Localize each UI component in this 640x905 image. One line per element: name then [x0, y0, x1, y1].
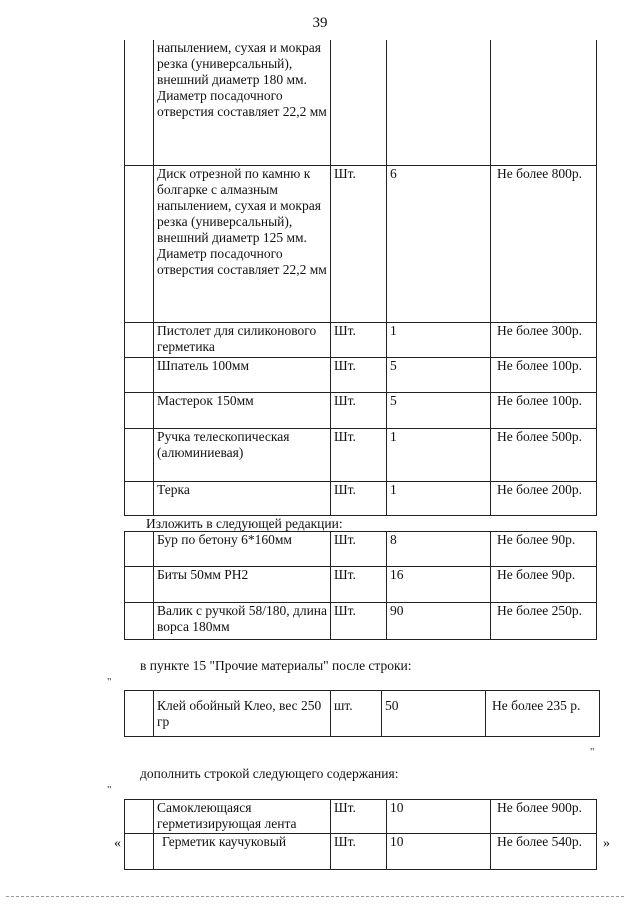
- table-row: [125, 691, 600, 737]
- item-price: [491, 40, 597, 165]
- quote-mark: ": [107, 784, 112, 796]
- item-qty: 10: [387, 800, 491, 834]
- item-price: Не более 200р.: [491, 481, 597, 515]
- item-unit: Шт.: [331, 567, 387, 603]
- item-price: Не более 90р.: [491, 567, 597, 603]
- item-unit: Шт.: [331, 532, 387, 567]
- item-unit: шт.: [331, 691, 382, 737]
- item-unit: Шт.: [331, 165, 387, 322]
- item-price: Не более 235 р.: [486, 691, 600, 737]
- quote-mark: ": [107, 676, 112, 688]
- materials-table-continued: [124, 40, 597, 516]
- table-row: [125, 357, 597, 392]
- item-price: Не более 800р.: [491, 165, 597, 322]
- item-price: Не более 250р.: [491, 603, 597, 640]
- table-row: [125, 800, 597, 834]
- item-qty: 5: [387, 392, 491, 428]
- quote-mark: ": [590, 746, 595, 758]
- table-row: [125, 428, 597, 481]
- item-qty: 16: [387, 567, 491, 603]
- item-name: Биты 50мм PH2: [154, 567, 331, 603]
- item-price: Не более 300р.: [491, 322, 597, 357]
- table-row: [125, 567, 597, 603]
- item-name: Самоклеющаяся герметизирующая лента: [154, 800, 331, 834]
- item-price: Не более 900р.: [491, 800, 597, 834]
- item-price: Не более 100р.: [491, 392, 597, 428]
- item-qty: 5: [387, 357, 491, 392]
- opening-guillemet: «: [114, 836, 121, 851]
- item-qty: 10: [387, 834, 491, 870]
- table-row: [125, 392, 597, 428]
- item-name: Ручка телескопическая (алюминиевая): [154, 428, 331, 481]
- item-qty: 1: [387, 322, 491, 357]
- item-name: Мастерок 150мм: [154, 392, 331, 428]
- item-unit: Шт.: [331, 322, 387, 357]
- item-qty: 8: [387, 532, 491, 567]
- item-qty: 6: [387, 165, 491, 322]
- instruction-text: Изложить в следующей редакции:: [146, 516, 343, 531]
- table-row: [125, 481, 597, 515]
- item-qty: 50: [382, 691, 486, 737]
- item-unit: Шт.: [331, 392, 387, 428]
- instruction-text: в пункте 15 "Прочие материалы" после строки:: [140, 658, 412, 673]
- instruction-text: дополнить строкой следующего содержания:: [140, 766, 399, 781]
- item-name: напылением, сухая и мокрая резка (универсальный), внешний диаметр 180 мм. Диаметр посадочного отверстия составляет 22,2 мм: [154, 40, 331, 165]
- page-bottom-edge: [6, 896, 624, 897]
- item-price: Не более 90р.: [491, 532, 597, 567]
- table-row: [125, 834, 597, 870]
- item-name: Шпатель 100мм: [154, 357, 331, 392]
- item-unit: Шт.: [331, 834, 387, 870]
- addition-table: [124, 799, 597, 870]
- item-qty: [387, 40, 491, 165]
- table-row: [125, 532, 597, 567]
- replacement-table: [124, 531, 597, 640]
- item-qty: 90: [387, 603, 491, 640]
- item-qty: 1: [387, 481, 491, 515]
- item-unit: Шт.: [331, 800, 387, 834]
- table-row: [125, 603, 597, 640]
- item-price: Не более 100р.: [491, 357, 597, 392]
- closing-guillemet: »: [603, 836, 610, 851]
- item-price: Не более 540р.: [491, 834, 597, 870]
- table-row: [125, 165, 597, 322]
- item-name: Клей обойный Клео, вес 250 гр: [154, 691, 331, 737]
- table-row: [125, 40, 597, 165]
- item-price: Не более 500р.: [491, 428, 597, 481]
- item-name: Бур по бетону 6*160мм: [154, 532, 331, 567]
- item-name: Валик с ручкой 58/180, длина ворса 180мм: [154, 603, 331, 640]
- item-name: Терка: [154, 481, 331, 515]
- item-name: Герметик каучуковый: [154, 834, 331, 870]
- item-unit: Шт.: [331, 357, 387, 392]
- item-unit: Шт.: [331, 481, 387, 515]
- table-row: [125, 322, 597, 357]
- item-unit: Шт.: [331, 428, 387, 481]
- item-unit: [331, 40, 387, 165]
- page-number: 39: [312, 15, 328, 31]
- item-qty: 1: [387, 428, 491, 481]
- item-name: Диск отрезной по камню к болгарке с алмазным напылением, сухая и мокрая резка (универсальный), внешний диаметр 125 мм. Диаметр посадочного отверстия составляет 22,2 мм: [154, 165, 331, 322]
- item-unit: Шт.: [331, 603, 387, 640]
- item-name: Пистолет для силиконового герметика: [154, 322, 331, 357]
- reference-table: [124, 690, 600, 737]
